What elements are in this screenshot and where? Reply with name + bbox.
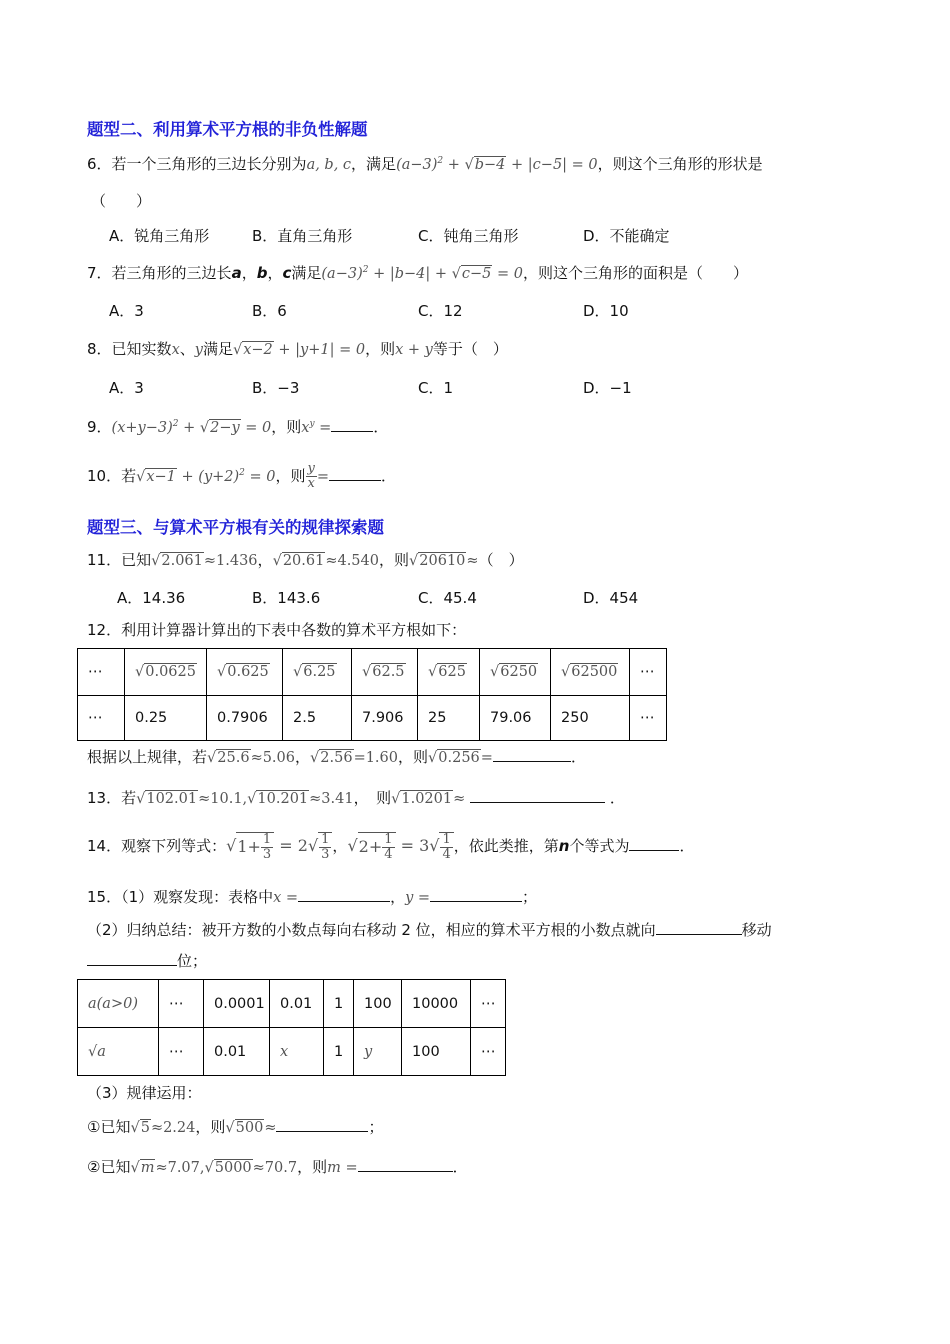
- option-c: C．1: [418, 379, 454, 397]
- formula: $(a-3)^2 + √b-4 + |c-5| = 0$: [396, 156, 598, 173]
- table-cell: ⋯: [471, 980, 506, 1028]
- radicand: 20.61: [282, 553, 325, 569]
- question-text: （2）归纳总结：被开方数的小数点每向右移动 2 位，相应的算术平方根的小数点就向: [87, 921, 656, 939]
- question-15-part-3: （3）规律运用：: [87, 1084, 202, 1102]
- table-cell: ⋯: [159, 1028, 204, 1076]
- question-text: 利用计算器计算出的下表中各数的算术平方根如下：: [121, 621, 467, 639]
- answer-blank[interactable]: [493, 760, 571, 762]
- table-cell: ⋯: [630, 649, 667, 696]
- question-number: 11．: [87, 551, 122, 569]
- variables: a, b, c: [306, 157, 352, 173]
- value: ≈7.07,: [155, 1160, 205, 1176]
- table-cell: √62.5: [352, 649, 418, 696]
- pattern-table: [77, 979, 506, 1076]
- formula: √1+ $\frac{1}{3}$ = 2√ $\frac{1}{3}$: [226, 836, 332, 855]
- question-text: 若: [121, 467, 137, 485]
- radicand: 25.6: [217, 750, 250, 766]
- table-cell: ⋯: [78, 696, 125, 741]
- question-10: 10．若$√x-1 + (y+2)^2 = 0$，则 $\frac{y}{x}$ = ．: [87, 461, 397, 491]
- answer-blank[interactable]: [329, 479, 381, 481]
- question-text: ，满足: [351, 155, 397, 173]
- answer-blank[interactable]: [358, 1170, 453, 1172]
- table-cell: y: [354, 1028, 402, 1076]
- table-cell: ⋯: [471, 1028, 506, 1076]
- question-text: 个等式为: [569, 837, 630, 855]
- answer-blank[interactable]: [331, 430, 373, 432]
- radicand: 500: [235, 1120, 264, 1136]
- question-number: 12．: [87, 621, 122, 639]
- option-a: A．3: [109, 302, 144, 320]
- question-text: ，则: [379, 551, 410, 569]
- question-text: 若三角形的三边长: [111, 264, 232, 282]
- question-15-item-1: ①已知√5≈2.24，则√500≈ ；: [87, 1118, 384, 1136]
- question-15-item-2: ②已知√m≈7.07,√5000≈70.7，则m = ．: [87, 1158, 468, 1176]
- radicand: 10.201: [257, 791, 309, 807]
- question-text: 位；: [177, 952, 208, 970]
- table-cell: 25: [418, 696, 480, 741]
- question-text: ，依此类推，第: [453, 837, 559, 855]
- table-cell: √625: [418, 649, 480, 696]
- value: =: [480, 750, 493, 766]
- answer-blank[interactable]: [87, 964, 177, 966]
- table-cell: a(a>0): [78, 980, 159, 1028]
- table-row: [78, 696, 667, 741]
- table-cell: ⋯: [630, 696, 667, 741]
- table-row: [78, 649, 667, 696]
- table-cell: 0.01: [270, 980, 324, 1028]
- radicand: 102.01: [146, 791, 198, 807]
- table-cell: √62500: [551, 649, 630, 696]
- value: ≈3.41: [309, 791, 354, 807]
- question-text: 满足: [202, 340, 233, 358]
- question-text: ，则: [271, 418, 302, 436]
- table-cell: 1: [324, 1028, 354, 1076]
- table-cell: √0.0625: [125, 649, 207, 696]
- table-cell: 2.5: [283, 696, 352, 741]
- question-text: 等于（ ）: [432, 340, 508, 358]
- var-m: m =: [327, 1160, 358, 1176]
- radicand: m: [140, 1160, 155, 1176]
- answer-blank[interactable]: [629, 849, 679, 851]
- var-y: y =: [405, 890, 431, 906]
- table-cell: 100: [402, 1028, 471, 1076]
- question-text: ，则: [297, 1158, 328, 1176]
- value: ≈1.436: [203, 553, 258, 569]
- formula: √2+ $\frac{1}{4}$ = 3√ $\frac{1}{4}$: [347, 836, 453, 855]
- question-number: 14．: [87, 837, 122, 855]
- answer-blank[interactable]: [298, 900, 390, 902]
- answer-blank[interactable]: [276, 1130, 368, 1132]
- question-15-part-2-cont: [87, 950, 207, 971]
- formula: $(a-3)^2 + |b-4| + √c-5 = 0$: [321, 265, 523, 282]
- question-text: （1）观察发现：表格中: [121, 888, 274, 906]
- expression: $x^y$ =: [301, 419, 332, 436]
- question-8: [87, 338, 508, 359]
- formula: $(x+y-3)^2 + √2-y = 0$: [111, 419, 272, 436]
- question-text: 已知: [121, 551, 152, 569]
- table-cell: √6250: [480, 649, 551, 696]
- value: =1.60: [353, 750, 398, 766]
- question-text: 根据以上规律，若: [87, 748, 208, 766]
- question-7: 7．若三角形的三边长a，b，c满足$(a-3)^2 + |b-4| + √c-5 = 0$，则这个三角形的面积是（ ）: [87, 264, 748, 282]
- var-a: a: [231, 264, 242, 282]
- table-cell: ⋯: [159, 980, 204, 1028]
- table-cell: 100: [354, 980, 402, 1028]
- question-number: 13．: [87, 789, 122, 807]
- option-c: C．钝角三角形: [418, 227, 519, 245]
- table-cell: √0.625: [207, 649, 283, 696]
- table-cell: √a: [78, 1028, 159, 1076]
- var-x: x: [171, 342, 180, 358]
- question-text: 已知实数: [111, 340, 172, 358]
- table-cell: 0.25: [125, 696, 207, 741]
- radicand: 1.0201: [401, 791, 453, 807]
- question-text: ②已知: [87, 1158, 131, 1176]
- var-x: x =: [273, 890, 299, 906]
- question-text: ，则: [275, 467, 306, 485]
- value: ≈: [264, 1120, 277, 1136]
- table-cell: 1: [324, 980, 354, 1028]
- table-cell: 7.906: [352, 696, 418, 741]
- option-c: C．12: [418, 302, 463, 320]
- value: ≈: [453, 791, 466, 807]
- table-cell: 0.0001: [204, 980, 270, 1028]
- var-n: n: [558, 837, 570, 855]
- question-number: 6．: [87, 155, 112, 173]
- question-text: ，则这个三角形的形状是: [597, 155, 763, 173]
- option-c: C．45.4: [418, 589, 477, 607]
- option-b: B．143.6: [252, 589, 321, 607]
- option-d: D．−1: [583, 379, 632, 397]
- answer-blank[interactable]: [470, 801, 605, 803]
- question-number: 15．: [87, 888, 122, 906]
- radicand: 2.56: [320, 750, 353, 766]
- answer-blank[interactable]: [430, 900, 522, 902]
- question-9: 9．$(x+y-3)^2 + √2-y = 0$，则$x^y$ = ．: [87, 418, 389, 436]
- table-cell: 10000: [402, 980, 471, 1028]
- question-number: 8．: [87, 340, 112, 358]
- question-text: ，则这个三角形的面积是（ ）: [522, 264, 748, 282]
- value: ≈: [466, 553, 479, 569]
- radicand: 20610: [419, 553, 466, 569]
- value: ≈2.24: [150, 1120, 196, 1136]
- formula: $√x-1 + (y+2)^2 = 0$: [136, 468, 276, 485]
- question-11: 11．已知√2.061≈1.436，√20.61≈4.540，则√20610≈（ ）: [87, 551, 524, 569]
- option-d: D．10: [583, 302, 629, 320]
- sqrt-table: [77, 648, 667, 741]
- var-b: b: [256, 264, 268, 282]
- table-cell: ⋯: [78, 649, 125, 696]
- question-text: ，则: [398, 748, 429, 766]
- question-14: 14．观察下列等式：√1+ $\frac{1}{3}$ = 2√ $\frac{1}{3}$ ，√2+ $\frac{1}{4}$ = 3√ $\frac{1}{4}$ ，依此类推，第n个等式为 ．: [87, 831, 695, 862]
- question-text: 、: [179, 340, 195, 358]
- question-6: [87, 153, 763, 174]
- question-15-part-2: [87, 919, 772, 940]
- fraction: $\frac{y}{x}$: [307, 461, 315, 491]
- question-text: 移动: [741, 921, 772, 939]
- question-number: 10．: [87, 467, 122, 485]
- question-text: 若一个三角形的三边长分别为: [111, 155, 307, 173]
- question-12: [87, 619, 466, 640]
- radicand: 5: [140, 1120, 150, 1136]
- answer-paren: （ ）: [478, 551, 524, 569]
- option-d: D．不能确定: [583, 227, 670, 245]
- question-number: 9．: [87, 418, 112, 436]
- var-y: y: [194, 342, 203, 358]
- question-13: 13．若√102.01≈10.1,√10.201≈3.41， 则√1.0201≈ ．: [87, 789, 625, 807]
- table-row: [78, 980, 506, 1028]
- question-text: ，则: [365, 340, 396, 358]
- value: ≈10.1,: [198, 791, 248, 807]
- table-cell: x: [270, 1028, 324, 1076]
- option-b: B．−3: [252, 379, 300, 397]
- question-text: ①已知: [87, 1118, 131, 1136]
- var-c: c: [282, 264, 292, 282]
- question-text: 若: [121, 789, 137, 807]
- table-cell: 79.06: [480, 696, 551, 741]
- option-a: A．3: [109, 379, 144, 397]
- section-title: 题型二、利用算术平方根的非负性解题: [87, 120, 368, 139]
- expression: x + y: [395, 342, 433, 358]
- table-cell: 0.7906: [207, 696, 283, 741]
- formula: √x−2 + |y+1| = 0: [232, 342, 366, 358]
- question-12-followup: 根据以上规律，若√25.6≈5.06，√2.56=1.60，则√0.256= ．: [87, 748, 586, 766]
- option-b: B．直角三角形: [252, 227, 353, 245]
- value: ≈70.7: [252, 1160, 298, 1176]
- value: ≈5.06: [250, 750, 295, 766]
- value: ≈4.540: [325, 553, 379, 569]
- option-a: A．14.36: [117, 589, 186, 607]
- section-title: 题型三、与算术平方根有关的规律探索题: [87, 518, 384, 537]
- answer-blank[interactable]: [656, 933, 742, 935]
- question-text: 满足: [291, 264, 322, 282]
- question-number: 7．: [87, 264, 112, 282]
- radicand: 2.061: [161, 553, 203, 569]
- answer-paren: （ ）: [91, 192, 152, 210]
- radicand: 5000: [214, 1160, 252, 1176]
- table-cell: 0.01: [204, 1028, 270, 1076]
- question-text: ， 则: [353, 789, 392, 807]
- question-15: 15．（1）观察发现：表格中x = ，y = ；: [87, 888, 538, 906]
- table-cell: √6.25: [283, 649, 352, 696]
- option-d: D．454: [583, 589, 639, 607]
- question-text: ，则: [195, 1118, 226, 1136]
- radicand: 0.256: [438, 750, 480, 766]
- option-a: A．锐角三角形: [109, 227, 210, 245]
- table-row: [78, 1028, 506, 1076]
- table-cell: 250: [551, 696, 630, 741]
- question-text: 观察下列等式：: [121, 837, 227, 855]
- option-b: B．6: [252, 302, 287, 320]
